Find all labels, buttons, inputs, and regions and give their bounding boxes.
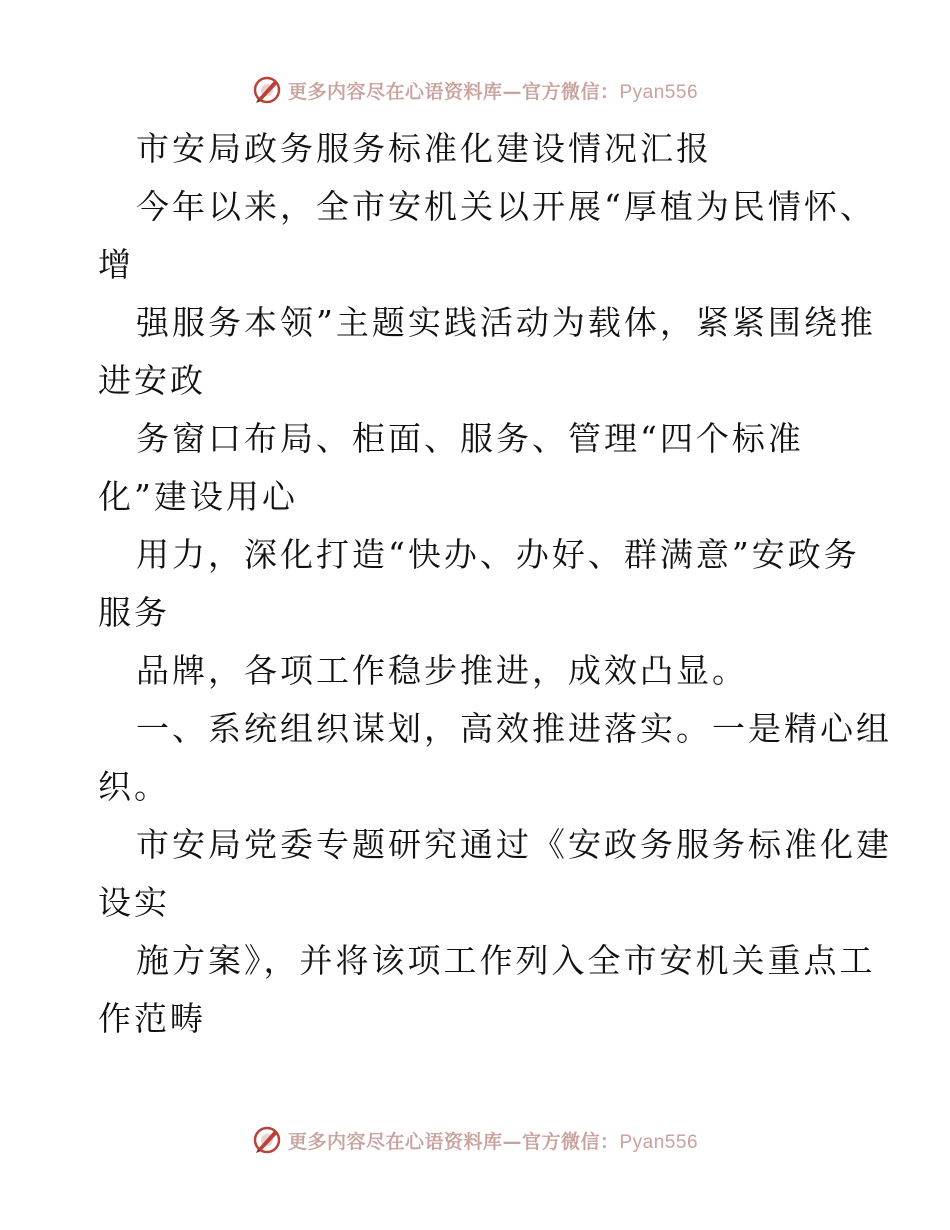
watermark-text [288,77,698,104]
watermark-id: Pyan556 [619,81,699,103]
document-body [98,120,892,1048]
document-line: 市安局政务服务标准化建设情况汇报 [136,129,712,168]
document-line: 织。 [98,767,170,806]
document-line: 市安局党委专题研究通过《安政务服务标准化建 [136,825,892,864]
document-line: 设实 [98,883,170,922]
watermark-label: 更多内容尽在心语资料库—官方微信： [287,80,620,103]
watermark-label: 更多内容尽在心语资料库—官方微信： [287,1130,620,1153]
document-line: 务窗口布局、柜面、服务、管理“四个标准 [136,419,804,458]
watermark-id: Pyan556 [619,1131,699,1153]
document-line: 强服务本领”主题实践活动为载体，紧紧围绕推 [136,303,876,342]
document-line: 施方案》，并将该项工作列入全市安机关重点工 [136,941,876,980]
document-line: 用力，深化打造“快办、办好、群满意”安政务 [136,535,860,574]
document-line: 今年以来，全市安机关以开展“厚植为民情怀、 [136,187,876,226]
quill-logo-icon [252,1125,282,1155]
document-line: 一、系统组织谋划，高效推进落实。一是精心组 [136,709,892,748]
document-line: 化”建设用心 [98,477,298,516]
document-line: 品牌，各项工作稳步推进，成效凸显。 [136,651,748,690]
document-line: 服务 [98,593,170,632]
document-line: 增 [98,245,134,284]
header-watermark [0,70,950,110]
quill-logo-icon [252,75,282,105]
document-line: 进安政 [98,361,206,400]
watermark-text [288,1127,698,1154]
footer-watermark [0,1120,950,1160]
document-line: 作范畴 [98,999,206,1038]
